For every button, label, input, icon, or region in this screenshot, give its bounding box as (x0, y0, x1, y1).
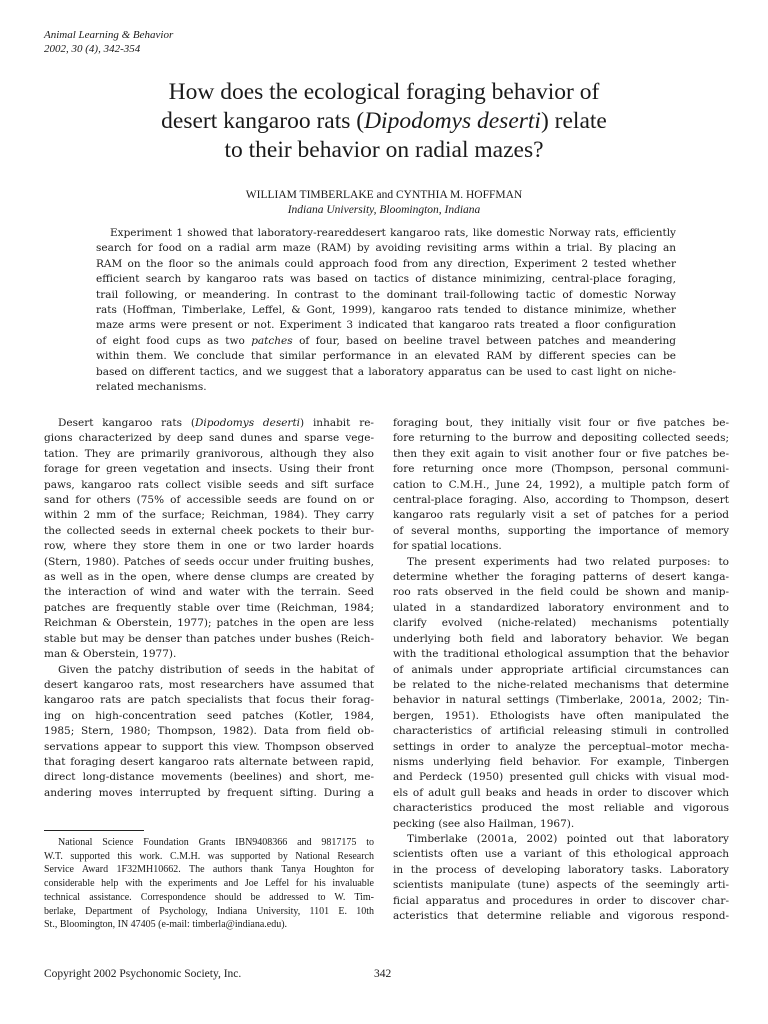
footnote-line: Service Award 1F32MH10662. The authors thank Tanya Houghton for (44, 864, 374, 876)
body-line: behavior in natural settings (Timberlake, 2001a, 2002; Tin- (393, 694, 729, 707)
journal-name: Animal Learning & Behavior (44, 29, 174, 41)
body-line: sand for others (75% of accessible seeds are found on or (44, 494, 374, 507)
title-line: How does the ecological foraging behavior of (168, 79, 600, 105)
body-line: with the traditional ethological assumption that the behavior (393, 648, 729, 661)
body-line: 1985; Stern, 1980; Thompson, 1982). Data from field ob- (44, 725, 374, 738)
body-line: characteristics of artificial releasing stimuli in controlled (393, 725, 729, 738)
body-line: clarify evolved (niche-related) mechanisms potentially (393, 617, 729, 630)
title-line: to their behavior on radial mazes? (224, 137, 544, 163)
abstract-line: within them. We conclude that similar performance in an elevated RAM by different species can be (96, 350, 676, 363)
body-line: in the process of developing laboratory tasks. Laboratory (393, 863, 729, 876)
body-line: determine whether the foraging patterns of desert kanga- (393, 571, 729, 584)
body-line: Given the patchy distribution of seeds in the habitat of (58, 663, 374, 676)
author-names: WILLIAM TIMBERLAKE and CYNTHIA M. HOFFMAN (245, 189, 523, 201)
abstract-line: Experiment 1 showed that laboratory-rearеddesert kangaroo rats, like domestic Norway rats, efficiently (110, 227, 676, 239)
footnote-line: St., Bloomington, IN 47405 (e-mail: timberla@indiana.edu). (44, 919, 288, 931)
title-line: desert kangaroo rats (Dipodomys deserti) relate (161, 108, 607, 134)
body-line: cation to C.M.H., June 24, 1992), a multiple patch form of (393, 478, 729, 491)
abstract-line: based on different tactics, and we suggest that a laboratory apparatus can be used to cast light on niche- (96, 365, 676, 378)
body-line: within 2 mm of the surface; Reichman, 1984). They carry (44, 509, 374, 522)
footnote-divider (44, 830, 144, 831)
body-line: desert kangaroo rats, most researchers have assumed that (44, 678, 374, 691)
abstract-line: search for food on a radial arm maze (RAM) by avoiding revisiting arms within a trial. By placing an (96, 242, 676, 255)
body-column-right (393, 416, 729, 924)
body-column-left (44, 416, 374, 801)
body-line: acteristics that determine reliable and vigorous respond- (393, 910, 729, 922)
body-line: Desert kangaroo rats (Dipodomys deserti) inhabit re- (58, 417, 374, 429)
abstract-line: related mechanisms. (96, 381, 207, 394)
body-line: of animals under appropriate artificial circumstances can (393, 663, 729, 676)
body-line: then they exit again to visit another four or five patches be- (393, 447, 729, 460)
body-line: ing on high-concentration seed patches (Kotler, 1984, (44, 709, 374, 722)
body-line: pecking (see also Hailman, 1967). (393, 817, 575, 830)
body-line: and Perdeck (1950) presented gull chicks with visual mod- (393, 771, 729, 784)
footnote-line: considerable help with the experiments and Joe Leffel for his invaluable (44, 878, 374, 890)
body-line: gions characterized by deep sand dunes and sparse vege- (44, 432, 374, 445)
abstract-line: efficient search by kangaroo rats was based on tactics of distance minimizing, central-place foraging, (96, 273, 676, 286)
body-line: direct long-distance movements (beelines) and short, me- (44, 771, 374, 784)
page-number: 342 (374, 968, 392, 980)
body-line: els of adult gull beaks and heads in order to discover which (393, 786, 729, 799)
footnote-line: National Science Foundation Grants IBN9408366 and 9817175 to (58, 837, 374, 848)
body-line: kangaroo rats are patch specialists that focus their forag- (44, 694, 374, 707)
body-line: forage for green vegetation and insects. Using their front (44, 463, 374, 476)
body-line: for spatial locations. (393, 540, 502, 553)
author-block (0, 188, 768, 218)
body-line: the collected seeds in external cheek pockets to their bur- (44, 524, 374, 537)
body-line: bergen, 1951). Ethologists have often manipulated the (393, 709, 729, 722)
body-line: man & Oberstein, 1977). (44, 648, 177, 661)
abstract (96, 226, 676, 395)
body-line: be related to the niche-related mechanisms that determine (393, 678, 729, 691)
body-line: patches are frequently stable over time (Reichman, 1984; (44, 601, 374, 614)
body-line: the interaction of wind and water with the terrain. Seed (44, 586, 374, 599)
body-line: ulated in a standardized laboratory environment and to (393, 601, 729, 614)
body-line: stable but may be denser than patches under bushes (Reich- (44, 632, 374, 645)
author-affiliation: Indiana University, Bloomington, Indiana (287, 204, 481, 216)
footnote-line: berlake, Department of Psychology, Indiana University, 1101 E. 10th (44, 905, 374, 917)
body-line: of several months, supporting the importance of memory (393, 524, 729, 537)
body-line: scientists often use a variant of this ethological approach (393, 848, 729, 861)
body-line: as well as in the open, where dense clumps are created by (44, 571, 374, 584)
body-line: The present experiments had two related purposes: to (407, 555, 729, 568)
body-line: underlying both field and laboratory behavior. We began (393, 632, 729, 645)
abstract-line: RAM on the floor so the animals could approach food from any direction, Experiment 2 tested whether (96, 257, 676, 270)
footnote-line: technical assistance. Correspondence should be addressed to W. Tim- (44, 891, 374, 903)
abstract-line: of eight food cups as two patches of four, based on beeline travel between patches and meandering (96, 334, 676, 347)
abstract-line: trail following, or meandering. In contrast to the dominant trail-following tactic of domestic Norway (96, 288, 676, 301)
body-line: central-place foraging. Also, according to Thompson, desert (393, 494, 729, 507)
article-title (60, 78, 708, 165)
abstract-line: rats (Hoffman, Timberlake, Leffel, & Gont, 1999), kangaroo rats tended to distance minimize, whether (96, 304, 676, 317)
body-line: scientists manipulate (tune) aspects of the seemingly arti- (393, 879, 729, 892)
body-line: paws, kangaroo rats collect visible seeds and sift surface (44, 478, 374, 491)
body-line: kangaroo rats regularly visit a set of patches for a period (393, 509, 729, 522)
abstract-line: maze arms were present or not. Experiment 3 indicated that kangaroo rats treated a floor configuration (96, 319, 676, 332)
body-line: servations appear to support this view. Thompson observed (44, 740, 374, 753)
footnote (44, 836, 374, 932)
body-line: nisms underlying field behavior. For example, Tinbergen (393, 755, 729, 768)
body-line: ficial apparatus and procedures in order to discover char- (393, 894, 729, 907)
body-line: Reichman & Oberstein, 1977); patches in the open are less (44, 617, 374, 630)
body-line: andering moves interrupted by frequent sifting. During a (44, 786, 374, 799)
body-line: tation. They are primarily granivorous, although they also (44, 447, 374, 460)
body-line: fore returning to the burrow and depositing collected seeds; (393, 432, 729, 445)
body-line: foraging bout, they initially visit four or five patches be- (393, 417, 729, 429)
body-line: row, where they store them in one or two larder hoards (44, 540, 374, 553)
body-line: settings in order to analyze the perceptual–motor mecha- (393, 740, 729, 753)
journal-citation: 2002, 30 (4), 342-354 (44, 43, 141, 55)
body-line: (Stern, 1980). Patches of seeds occur under fruiting bushes, (44, 555, 374, 568)
footnote-line: W.T. supported this work. C.M.H. was supported by National Research (44, 850, 374, 862)
copyright-notice: Copyright 2002 Psychonomic Society, Inc. (44, 968, 242, 980)
body-line: roo rats observed in the field could be shown and manip- (393, 586, 729, 599)
journal-header (44, 28, 173, 56)
body-line: Timberlake (2001a, 2002) pointed out that laboratory (407, 832, 729, 845)
body-line: fore returning once more (Thompson, personal communi- (393, 463, 729, 476)
body-line: characteristics produced the most reliable and vigorous (393, 802, 729, 815)
body-line: that foraging desert kangaroo rats alternate between rapid, (44, 755, 374, 768)
